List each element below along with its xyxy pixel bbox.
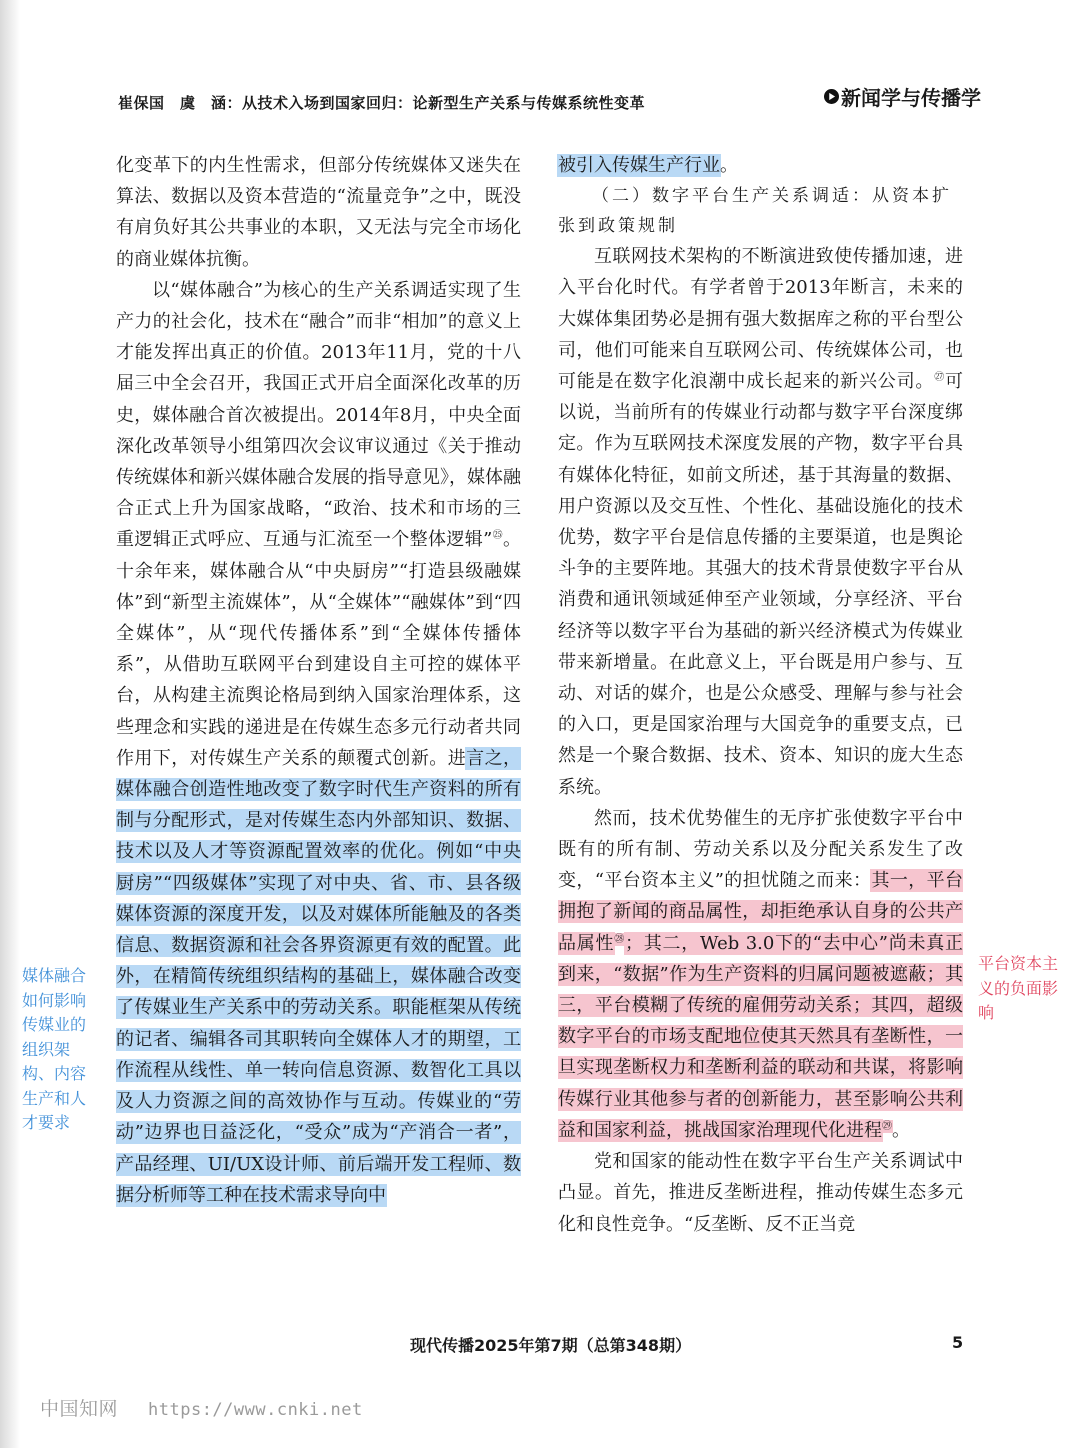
text-run: 。十余年来，媒体融合从“中央厨房”“打造县级融媒体”到“新型主流媒体”，从“全媒体”“融媒体”到“四全媒体”，从“现代传播体系”到“全媒体传播体系”，从借助互联网平台到建设自主可控的媒体平台，从构建主流舆论格局到纳入国家治理体系，这些理念和实践的递进是在传媒生态多元行动者共同作用下，对传媒生产关系的颠覆式创新。进	[116, 529, 522, 769]
paragraph-continued	[558, 150, 963, 181]
pink-highlight[interactable]: ；其二，Web 3.0下的“去中心”尚未真正到来，“数据”作为生产资料的归属问题被遮蔽；其三，平台模糊了传统的雇佣劳动关系；其四，超级数字平台的市场支配地位使其天然具有垄断性，一旦实现垄断权力和垄断利益的联动和共谋，将影响传媒行业其他参与者的创新能力，甚至影响公共利益和国家利益，挑战国家治理现代化进程	[558, 932, 964, 1141]
book-gutter-shadow	[0, 0, 20, 1448]
paragraph-media-convergence	[116, 275, 521, 1211]
blue-highlight[interactable]: 言之，媒体融合创造性地改变了数字时代生产资料的所有制与分配形式，是对传媒生态内外部知识、数据、技术以及人才等资源配置效率的优化。例如“中央厨房”“四级媒体”实现了对中央、省、市、县各级媒体资源的深度开发，以及对媒体所能触及的各类信息、数据资源和社会各界资源更有效的配置。此外，在精简传统组织结构的基础上，媒体融合改变了传媒业生产关系中的劳动关系。职能框架从传统的记者、编辑各司其职转向全媒体人才的期望，工作流程从线性、单一转向信息资源、数智化工具以及人力资源之间的高效协作与互动。传媒业的“劳动”边界也日益泛化，“受众”成为“产消合一者”，产品经理、UI/UX设计师、前后端开发工程师、数据分析师等工种在技术需求导向中	[116, 747, 521, 1206]
left-column	[116, 150, 521, 1211]
play-circle-icon	[824, 89, 839, 104]
footnote-marker: ㉕	[492, 530, 504, 542]
text-run: 以“媒体融合”为核心的生产关系调适实现了生产力的社会化，技术在“融合”而非“相加”的意义上才能发挥出真正的价值。2013年11月，党的十八届三中全会召开，我国正式开启全面深化改革的历史，媒体融合首次被提出。2014年8月，中央全面深化改革领导小组第四次会议审议通过《关于推动传统媒体和新兴媒体融合发展的指导意见》，媒体融合正式上升为国家战略，“政治、技术和市场的三重逻辑正式呼应、互通与汇流至一个整体逻辑”	[116, 279, 521, 551]
pink-highlight[interactable]: 其一，平台拥抱了新闻的商品属性，却拒绝承认自身的公共产品属性	[558, 870, 963, 954]
paragraph-platform-era	[558, 241, 963, 803]
page-number: 5	[952, 1333, 964, 1352]
margin-note-red[interactable]: 平台资本主义的负面影响	[978, 954, 1059, 1022]
text-run: 互联网技术架构的不断演进致使传播加速，进入平台化时代。有学者曾于2013年断言，未来的大媒体集团势必是拥有强大数据库之称的平台型公司，他们可能来自互联网公司、传统媒体公司，也可能是在数字化浪潮中成长起来的新兴公司。	[558, 246, 963, 393]
paragraph-platform-capitalism	[558, 803, 963, 1146]
footnote-marker: ㉙	[882, 1120, 892, 1132]
section-subheading: （二）数字平台生产关系调适：从资本扩张到政策规制	[558, 186, 952, 237]
journal-section-name: 新闻学与传播学	[841, 86, 981, 110]
footer-issue-info: 现代传播2025年第7期（总第348期）	[410, 1336, 692, 1355]
footnote-marker: ㉗	[934, 372, 946, 384]
running-header-journal	[824, 82, 981, 111]
blue-highlight[interactable]: 被引入传媒生产行业	[558, 155, 720, 176]
text-run: 。	[720, 155, 738, 176]
footnote-marker: ㉘	[614, 933, 626, 945]
text-run: 可以说，当前所有的传媒业行动都与数字平台深度绑定。作为互联网技术深度发展的产物，数字平台具有媒体化特征，如前文所述，基于其海量的数据、用户资源以及交互性、个性化、基础设施化的技术优势，数字平台是信息传播的主要渠道，也是舆论斗争的主要阵地。其强大的技术背景使数字平台从消费和通讯领域延伸至产业领域，分享经济、平台经济等以数字平台为基础的新兴经济模式为传媒业带来新增量。在此意义上，平台既是用户参与、互动、对话的媒介，也是公众感受、理解与参与社会的入口，更是国家治理与大国竞争的重要支点，已然是一个聚合数据、技术、资本、知识的庞大生态系统。	[558, 371, 964, 798]
running-header-title: 崔保国 虞 涵：从技术入场到国家回归：论新型生产关系与传媒系统性变革	[118, 94, 646, 112]
watermark-url: https://www.cnki.net	[148, 1400, 363, 1420]
right-column	[558, 150, 963, 1240]
text-run: 。	[892, 1119, 910, 1141]
margin-note-blue[interactable]: 媒体融合如何影响传媒业的组织架构、内容生产和人才要求	[22, 966, 87, 1132]
text-run: 然而，技术优势催生的无序扩张使数字平台中既有的所有制、劳动关系以及分配关系发生了改变，“平台资本主义”的担忧随之而来：	[558, 807, 963, 892]
paragraph-state-role: 党和国家的能动性在数字平台生产关系调试中凸显。首先，推进反垄断进程，推动传媒生态多元化和良性竞争。“反垄断、反不正当竞	[558, 1151, 963, 1235]
watermark-site: 中国知网	[40, 1398, 119, 1420]
cnki-watermark	[40, 1394, 363, 1421]
paragraph-continued: 化变革下的内生性需求，但部分传统媒体又迷失在算法、数据以及资本营造的“流量竞争”之中，既没有肩负好其公共事业的本职，又无法与完全市场化的商业媒体抗衡。	[116, 155, 521, 270]
